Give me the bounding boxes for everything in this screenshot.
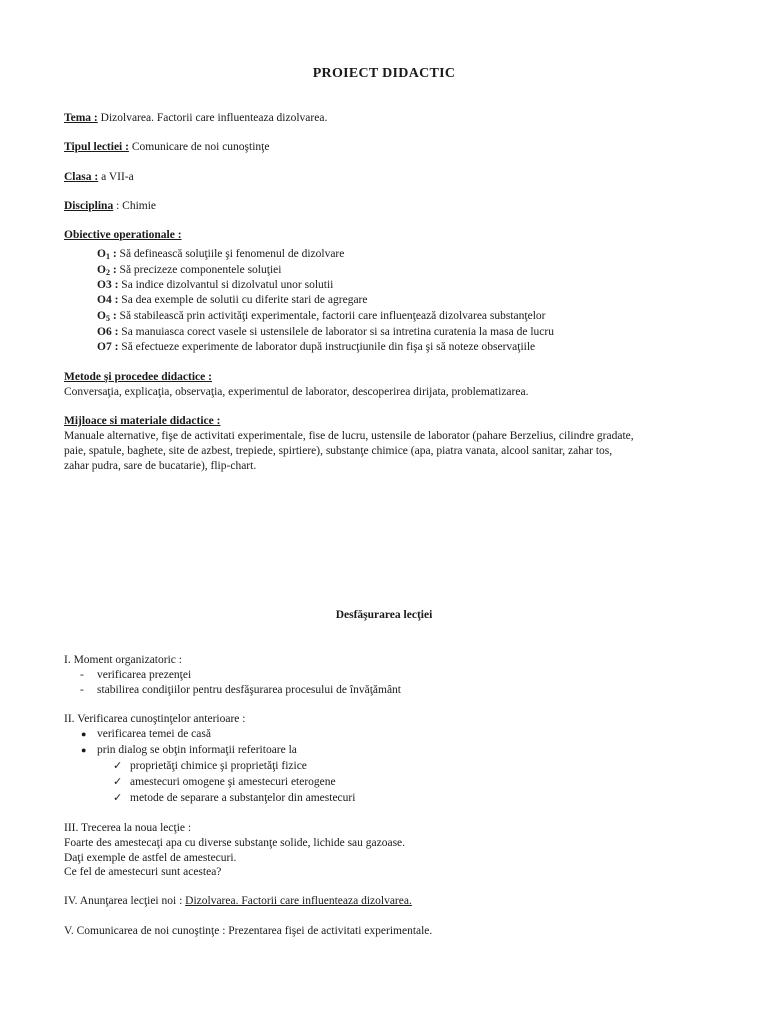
mijloace-label: Mijloace si materiale didactice : xyxy=(64,415,221,427)
objective-text: Sa manuiasca corect vasele si ustensilele de laborator si sa intretina curatenia la masa de lucru xyxy=(121,326,554,338)
objective-sep: : xyxy=(109,310,120,322)
objective-item xyxy=(97,309,546,326)
disciplina-line xyxy=(64,199,156,214)
objective-text: Sa dea exemple de solutii cu diferite stari de agregare xyxy=(121,294,368,306)
sec5-line: V. Comunicarea de noi cunoştinţe : Prezentarea fişei de activitati experimentale. xyxy=(64,925,433,937)
sec1-heading: I. Moment organizatoric : xyxy=(64,654,182,666)
checkmark-icon: ✓ xyxy=(113,760,123,772)
mijloace-line: zahar pudra, sare de bucatarie), flip-chart. xyxy=(64,460,257,472)
objective-text: Sa indice dizolvantul si dizolvatul unor solutii xyxy=(121,279,334,291)
objective-sep: : xyxy=(111,326,122,338)
page-title: PROIECT DIDACTIC xyxy=(312,66,456,81)
objective-text: Să precizeze componentele soluţiei xyxy=(119,264,282,276)
dash-marker: - xyxy=(80,669,84,681)
objective-sep: : xyxy=(111,279,122,291)
list-item-text: verificarea prezenţei xyxy=(97,669,192,681)
objective-code: O xyxy=(97,264,106,276)
dash-marker: - xyxy=(80,684,84,696)
objective-sep: : xyxy=(111,294,122,306)
tema-line xyxy=(64,111,327,126)
sec3-heading: III. Trecerea la noua lecţie : xyxy=(64,822,192,834)
objective-item xyxy=(97,340,535,355)
mijloace-line: Manuale alternative, fişe de activitati experimentale, fise de lucru, ustensile de laborator (pahare Berzelius, cilindre gradate, xyxy=(64,430,634,442)
metode-label: Metode şi procedee didactice : xyxy=(64,371,212,383)
bullet-icon: ● xyxy=(81,745,87,755)
checkmark-icon: ✓ xyxy=(113,792,123,804)
bullet-text: prin dialog se obţin informaţii referitoare la xyxy=(97,744,297,756)
sec3-line: Daţi exemple de astfel de amestecuri. xyxy=(64,852,237,864)
objective-sub: 1 xyxy=(105,252,110,261)
objective-sep: : xyxy=(109,248,120,260)
clasa-label: Clasa : xyxy=(64,171,99,183)
obiective-label: Obiective operationale : xyxy=(64,229,182,241)
objective-text: Să stabilească prin activităţi experimentale, factorii care influenţează dizolvarea substanţelor xyxy=(119,310,546,322)
metode-text: Conversaţia, explicaţia, observaţia, experimentul de laborator, descoperirea dirijata, problematizarea. xyxy=(64,386,529,398)
objective-item xyxy=(97,293,367,308)
checkmark-icon: ✓ xyxy=(113,776,123,788)
sec3-line: Ce fel de amestecuri sunt acestea? xyxy=(64,866,222,878)
bullet-text: verificarea temei de casă xyxy=(97,728,211,740)
sec2-heading: II. Verificarea cunoştinţelor anterioare : xyxy=(64,713,246,725)
disciplina-label: Disciplina xyxy=(64,200,114,212)
check-text: proprietăţi chimice şi proprietăţi fizice xyxy=(130,760,307,772)
objective-code: O4 xyxy=(97,294,112,306)
check-text: amestecuri omogene şi amestecuri eterogene xyxy=(130,776,336,788)
objective-sub: 5 xyxy=(105,314,110,323)
tipul-value: Comunicare de noi cunoştinţe xyxy=(128,141,270,153)
sec4-prefix: IV. Anunţarea lecţiei noi : xyxy=(64,895,186,907)
check-text: metode de separare a substanţelor din amestecuri xyxy=(130,792,356,804)
objective-code: O xyxy=(97,310,106,322)
objective-code: O6 xyxy=(97,326,112,338)
objective-code: O3 xyxy=(97,279,112,291)
mijloace-line: paie, spatule, baghete, site de azbest, trepiede, spirtiere), substanţe chimice (apa, piatra vanata, alcool sanitar, zahar tos, xyxy=(64,445,613,457)
sec3-line: Foarte des amestecaţi apa cu diverse substanţe solide, lichide sau gazoase. xyxy=(64,837,406,849)
objective-item xyxy=(97,247,344,264)
sec4-line xyxy=(64,894,412,909)
tipul-line xyxy=(64,140,269,155)
clasa-line xyxy=(64,170,134,185)
list-item-text: stabilirea condiţiilor pentru desfăşurarea procesului de învăţământ xyxy=(97,684,401,696)
section-heading: Desfăşurarea lecţiei xyxy=(335,609,433,621)
objective-text: Să efectueze experimente de laborator după instrucţiunile din fişa şi să noteze observaţiile xyxy=(121,341,536,353)
tema-label: Tema : xyxy=(64,112,98,124)
objective-sep: : xyxy=(109,264,120,276)
bullet-icon: ● xyxy=(81,729,87,739)
objective-sep: : xyxy=(111,341,122,353)
objective-code: O xyxy=(97,248,106,260)
objective-text: Să definească soluţiile şi fenomenul de dizolvare xyxy=(119,248,345,260)
objective-item xyxy=(97,325,554,340)
clasa-value: a VII-a xyxy=(98,171,134,183)
objective-sub: 2 xyxy=(105,268,110,277)
disciplina-value: : Chimie xyxy=(113,200,157,212)
objective-item xyxy=(97,278,333,293)
objective-code: O7 xyxy=(97,341,112,353)
sec4-topic: Dizolvarea. Factorii care influenteaza dizolvarea. xyxy=(185,895,412,907)
tema-value: Dizolvarea. Factorii care influenteaza dizolvarea. xyxy=(97,112,328,124)
tipul-label: Tipul lectiei : xyxy=(64,141,129,153)
